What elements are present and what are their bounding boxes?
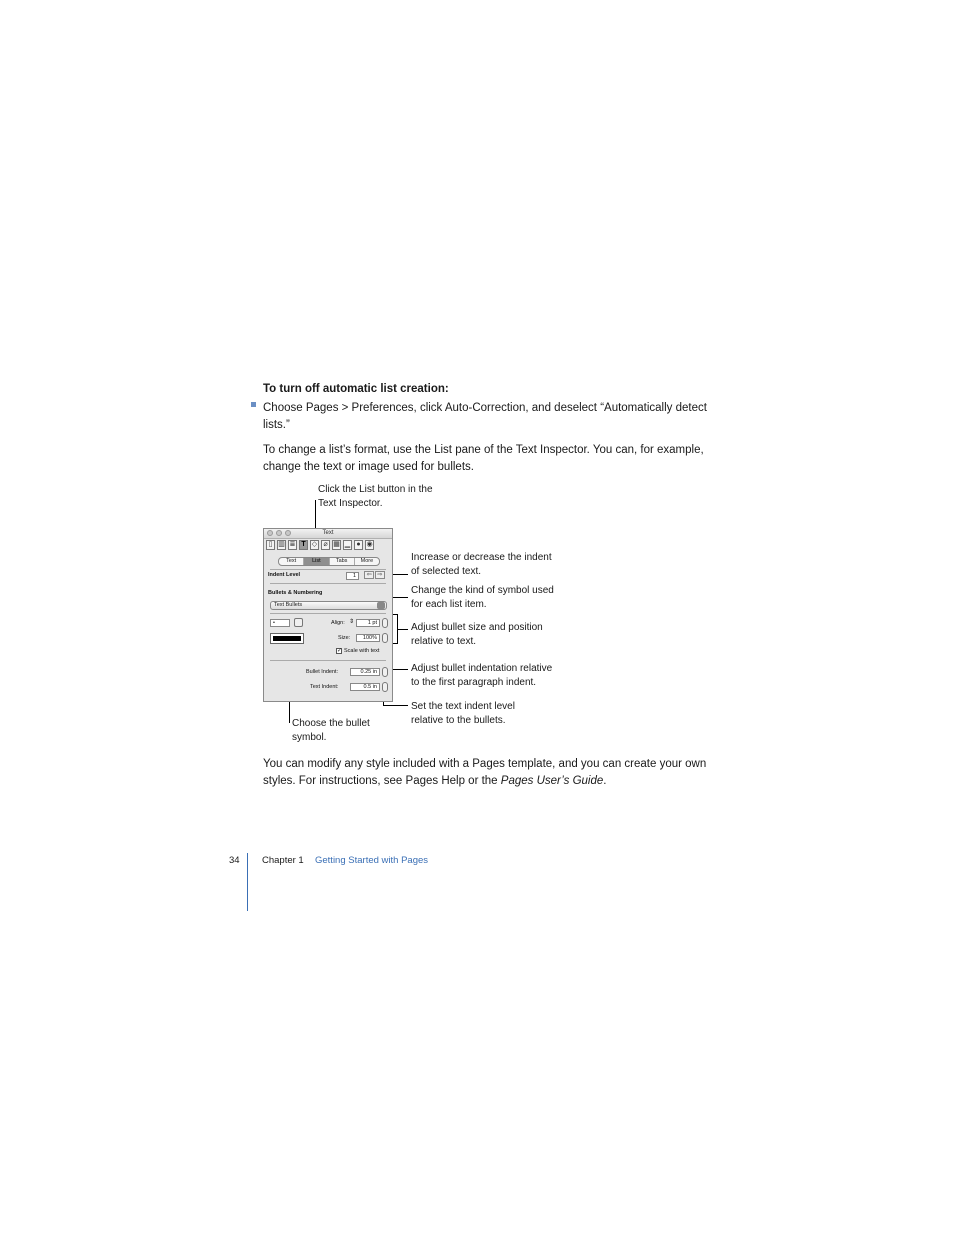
text-indent-field[interactable]: 0.5 in [350, 683, 380, 691]
chart-inspector-icon[interactable]: ▁ [344, 541, 351, 548]
text-pane-tabs [278, 557, 380, 566]
bullet-indent-stepper[interactable] [382, 667, 388, 677]
bullet-indent-field[interactable]: 0.25 in [350, 668, 380, 676]
align-label: Align: [331, 620, 345, 626]
indent-level-field[interactable]: 1 [346, 572, 359, 580]
window-title: Text [322, 530, 334, 536]
inspector-toolbar [266, 540, 390, 551]
chapter-title: Getting Started with Pages [315, 855, 429, 866]
callout-list-button: Click the List button in the Text Inspector. [318, 484, 433, 509]
tab-text[interactable]: Text [279, 558, 304, 565]
quicktime-inspector-icon[interactable]: ◉ [366, 541, 373, 548]
table-inspector-icon[interactable]: ▦ [333, 541, 340, 548]
bullet-step: Choose Pages > Preferences, click Auto-Correction, and deselect “Automatically detect lists.” [263, 402, 707, 431]
chevron-down-icon [377, 602, 385, 609]
divider [270, 613, 386, 614]
increase-indent-button[interactable]: ⇨ [375, 571, 385, 579]
title-bar [264, 529, 392, 539]
page-number: 34 [229, 855, 240, 866]
paragraph-modify-styles: You can modify any style included with a Pages template, and you can create your own styles. For instructions, see Pages Help or the Pages User’s Guide. [263, 758, 707, 787]
align-field[interactable]: 1 pt [356, 619, 380, 627]
layout-inspector-icon[interactable]: ▥ [278, 541, 285, 548]
graphic-inspector-icon[interactable]: ◇ [311, 541, 318, 548]
footer-rule [247, 853, 248, 911]
wrap-inspector-icon[interactable]: ≣ [289, 541, 296, 548]
divider [270, 660, 386, 661]
size-label: Size: [338, 635, 351, 641]
bullet-style-popup[interactable] [270, 601, 387, 610]
text-inspector-icon[interactable]: T [299, 540, 308, 550]
bullets-numbering-label: Bullets & Numbering [268, 590, 323, 596]
divider [270, 583, 386, 584]
text-inspector-window [263, 528, 393, 702]
bullet-indent-label: Bullet Indent: [306, 669, 339, 675]
bullet-character-field[interactable]: • [270, 619, 290, 627]
scale-with-text-checkbox[interactable]: ✓ [337, 648, 343, 654]
tab-list[interactable]: List [304, 558, 329, 565]
text-indent-label: Text Indent: [310, 684, 339, 690]
divider [270, 569, 386, 570]
procedure-heading: To turn off automatic list creation: [263, 383, 449, 395]
document-inspector-icon[interactable]: ▯ [266, 540, 275, 550]
callout-choose-symbol: Choose the bullet symbol. [292, 718, 370, 743]
decrease-indent-button[interactable]: ⇦ [364, 571, 374, 579]
size-field[interactable]: 100% [356, 634, 380, 642]
link-inspector-icon[interactable]: ● [354, 540, 363, 550]
callout-size-position: Adjust bullet size and position relative to text. [411, 622, 543, 647]
paragraph-list-format: To change a list’s format, use the List pane of the Text Inspector. You can, for example, change the text or image used for bullets. [263, 444, 704, 473]
callout-symbol-kind: Change the kind of symbol used for each list item. [411, 585, 554, 610]
bullet-color-well[interactable] [270, 633, 304, 644]
size-stepper[interactable] [382, 633, 388, 643]
align-arrows-icon: ⇕ [349, 619, 355, 625]
callout-bullet-indent: Adjust bullet indentation relative to the first paragraph indent. [411, 663, 553, 688]
bullet-style-value: Text Bullets [274, 602, 303, 608]
align-stepper[interactable] [382, 618, 388, 628]
chapter-label: Chapter 1 [262, 855, 304, 866]
callout-indent: Increase or decrease the indent of selected text. [411, 552, 552, 577]
bullet-character-menu-button[interactable] [294, 618, 303, 627]
indent-level-label: Indent Level [268, 572, 301, 578]
callout-text-indent: Set the text indent level relative to the bullets. [411, 701, 515, 726]
scale-with-text-label: Scale with text [344, 648, 380, 654]
text-indent-stepper[interactable] [382, 682, 388, 692]
metrics-inspector-icon[interactable]: ⌀ [321, 540, 330, 550]
tab-tabs[interactable]: Tabs [330, 558, 355, 565]
tab-more[interactable]: More [360, 558, 374, 564]
